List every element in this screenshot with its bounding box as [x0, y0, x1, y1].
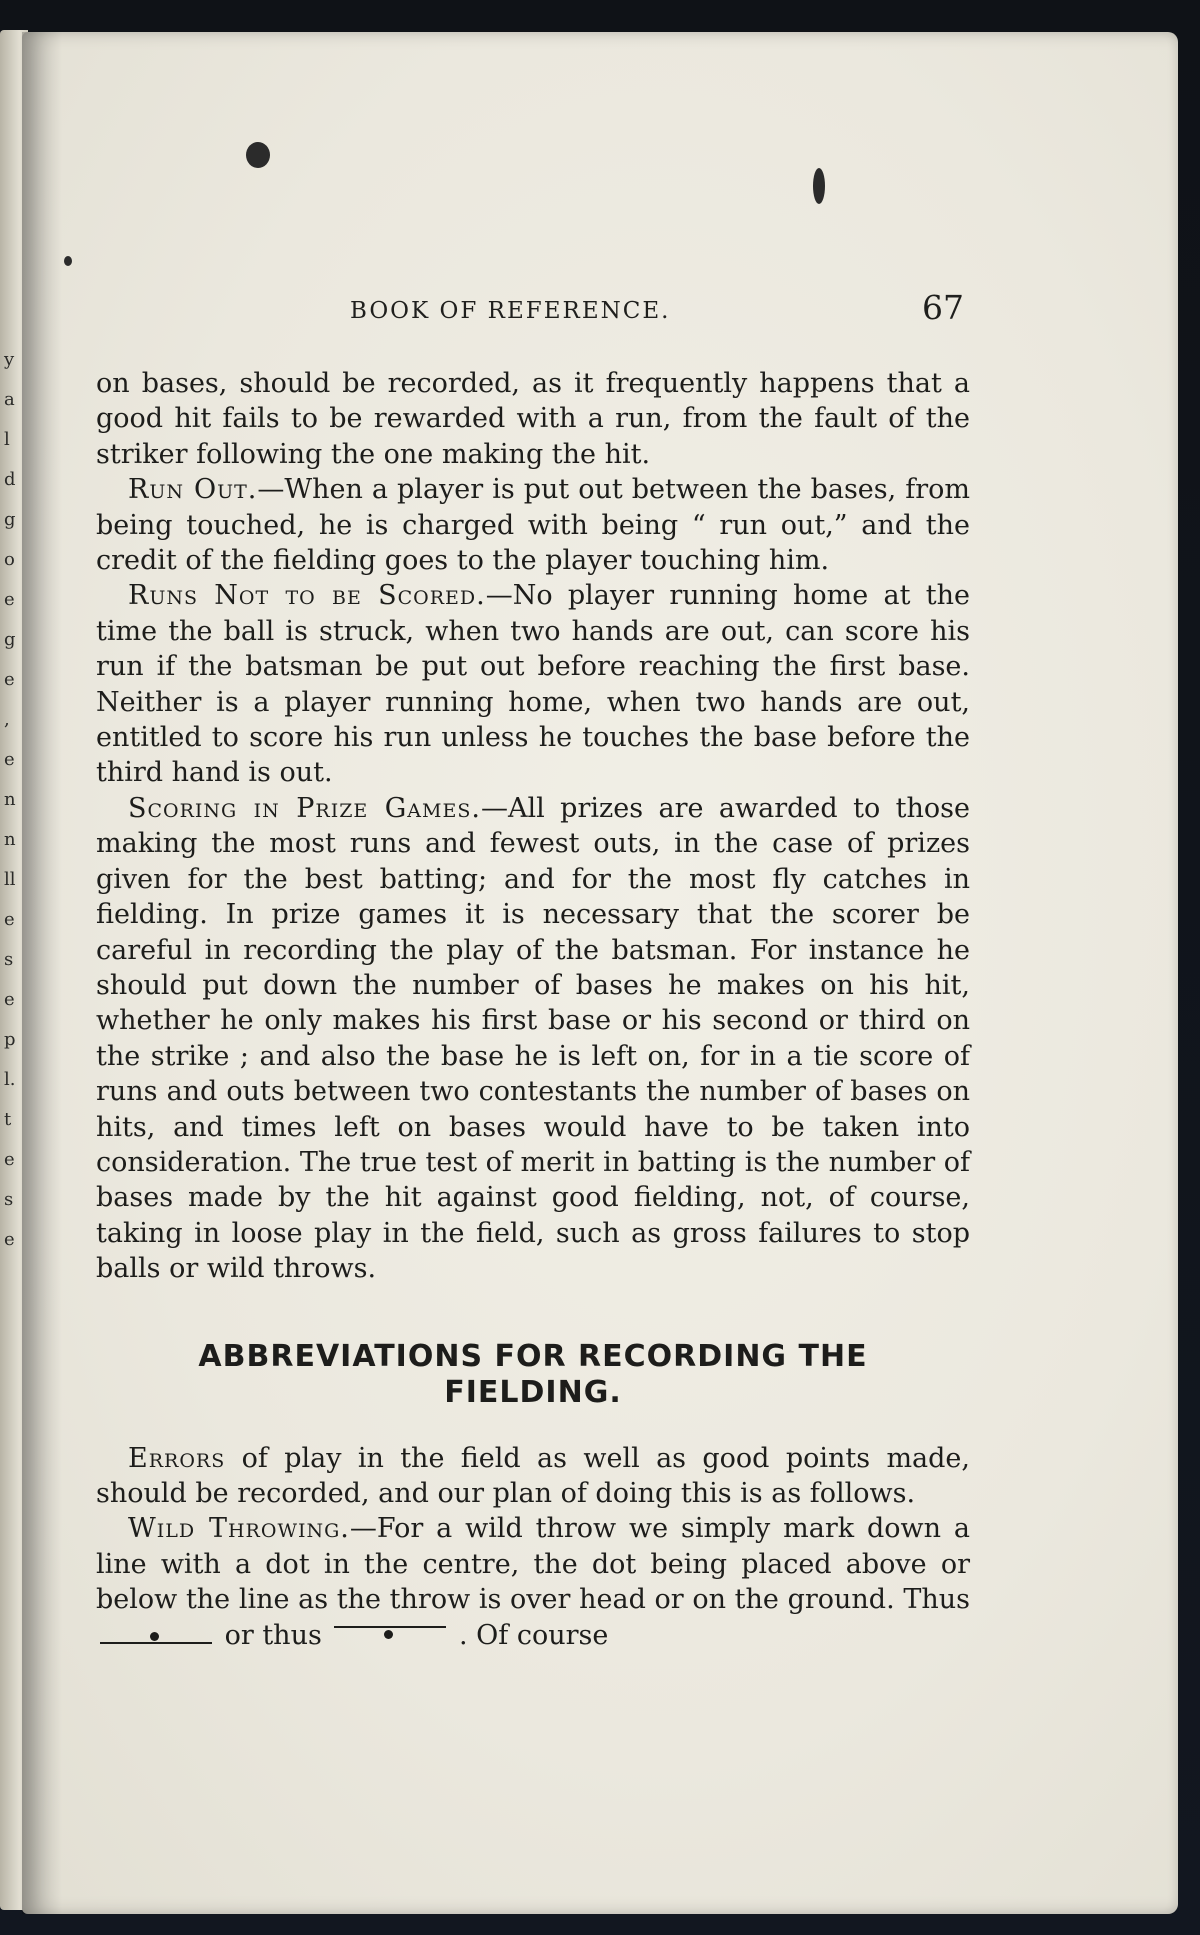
facing-page-letter: g: [4, 509, 16, 530]
facing-page-letters: [4, 340, 20, 1260]
facing-page-letter: n: [4, 789, 16, 810]
gutter-shadow: [22, 32, 62, 1914]
run-out-heading: Run Out.: [128, 474, 258, 506]
facing-page-letter: y: [4, 349, 15, 370]
paragraph-continuation: on bases, should be recorded, as it frequently happens that a good hit fails to be rewarded with a run, from the fault of the striker following the one making the hit.: [96, 368, 970, 470]
facing-page-letter: e: [4, 749, 15, 770]
facing-page-letter: e: [4, 909, 15, 930]
ink-speck: [64, 256, 72, 266]
facing-page-letter: o: [4, 549, 15, 570]
line-dot-above-symbol: [334, 1626, 446, 1646]
page-header: [96, 288, 970, 334]
wild-throwing-heading: Wild Throwing.: [128, 1513, 350, 1545]
facing-page-letter: a: [4, 389, 15, 410]
wild-throwing-text: —For a wild throw we simply mark down a line with a dot in the centre, the dot being placed above or below the line as the throw is over head or on the ground. Thus: [96, 1513, 970, 1616]
facing-page-letter: ,: [4, 709, 10, 730]
page-number: 67: [922, 288, 964, 327]
facing-page-letter: e: [4, 1229, 15, 1250]
prize-games-heading: Scoring in Prize Games.: [128, 792, 481, 824]
runs-not-scored-heading: Runs Not to be Scored.: [128, 580, 486, 612]
running-head: BOOK OF REFERENCE.: [350, 298, 671, 324]
page-body: [96, 366, 970, 1653]
facing-page-letter: e: [4, 1149, 15, 1170]
line-dot-below-symbol: [100, 1626, 212, 1646]
paragraph-wild-throwing: [96, 1511, 970, 1653]
facing-page-letter: d: [4, 469, 16, 490]
errors-heading: Errors: [128, 1442, 226, 1474]
paragraph-prize-games: [96, 791, 970, 1287]
facing-page-letter: e: [4, 589, 15, 610]
run-out-text: —When a player is put out between the bases, from being touched, he is charged with being “ run out,” and the credit of the fielding goes to the player touching him.: [96, 474, 970, 577]
section-title-line-2: FIELDING.: [444, 1374, 622, 1410]
facing-page-letter: t: [4, 1109, 12, 1130]
facing-page-letter: p: [4, 1029, 16, 1050]
errors-text: of play in the field as well as good points made, should be recorded, and our plan of doing this is as follows.: [96, 1442, 970, 1509]
section-title-line-1: ABBREVIATIONS FOR RECORDING THE: [198, 1338, 868, 1374]
facing-page-letter: ll: [4, 869, 16, 890]
facing-page-letter: g: [4, 629, 16, 650]
facing-page-letter: l.: [4, 1069, 16, 1090]
facing-page-letter: s: [4, 1189, 14, 1210]
wild-throwing-end: . Of course: [450, 1619, 609, 1651]
facing-page-letter: s: [4, 949, 14, 970]
wild-throwing-or: or thus: [216, 1619, 331, 1651]
paragraph-runs-not-scored: [96, 578, 970, 790]
prize-games-text: —All prizes are awarded to those making the most runs and fewest outs, in the case of prizes given for the best batting; and for the most fly catches in fielding. In prize games it is necessary that the scorer be careful in recording the play of the batsman. For instance he should put down the number of bases he makes on his hit, whether he only makes his first base or his second or third on the strike ; and also the base he is left on, for in a tie score of runs and outs between two contestants the number of bases on hits, and times left on bases would have to be taken into consideration. The true test of merit in batting is the number of bases made by the hit against good fielding, not, of course, taking in loose play in the field, such as gross failures to stop balls or wild throws.: [96, 792, 970, 1285]
runs-not-scored-text: —No player running home at the time the ball is struck, when two hands are out, can score his run if the batsman be put out before reaching the first base. Neither is a player running home, when two hands are out, entitled to score his run unless he touches the base before the third hand is out.: [96, 580, 970, 789]
paragraph-errors: [96, 1441, 970, 1512]
facing-page-letter: e: [4, 669, 15, 690]
section-title: [96, 1339, 970, 1411]
paragraph-run-out: [96, 472, 970, 578]
facing-page-letter: e: [4, 989, 15, 1010]
facing-page-letter: n: [4, 829, 16, 850]
ink-blot-right: [813, 168, 825, 204]
facing-page-letter: l: [4, 429, 10, 450]
ink-blot-left: [246, 142, 270, 168]
